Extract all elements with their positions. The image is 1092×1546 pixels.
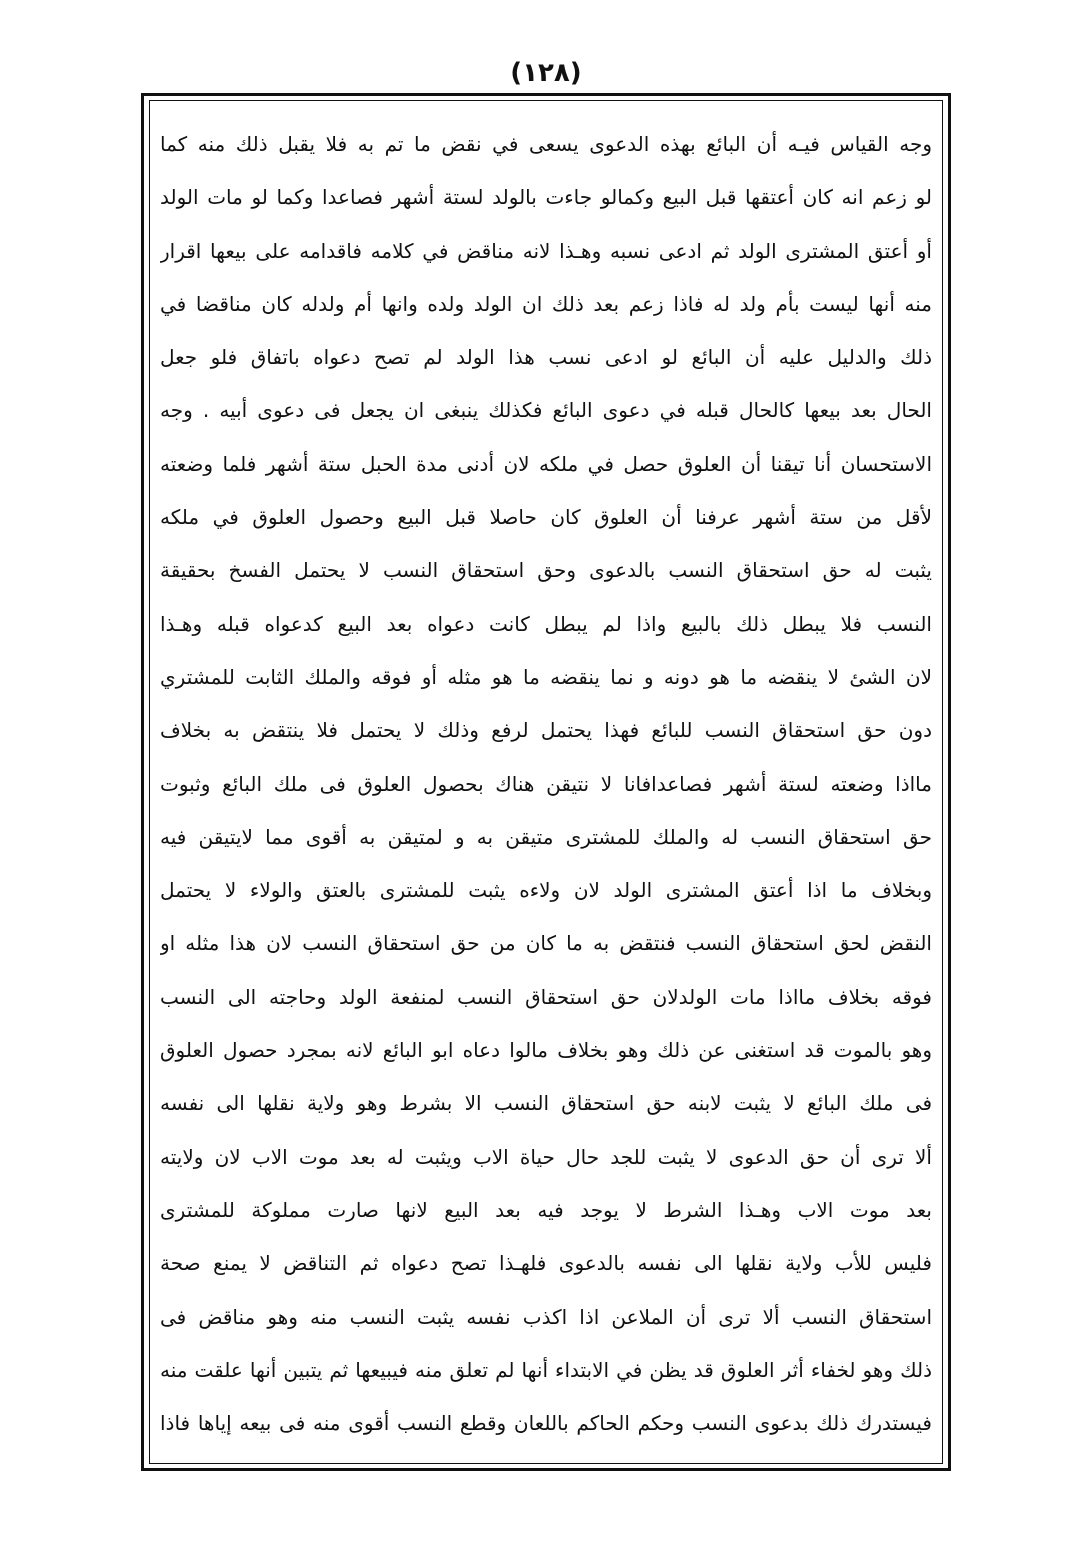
text-line: ذلك والدليل عليه أن البائع لو ادعى نسب هذا الولد لم تصح دعواه باتفاق فلو جعل <box>160 345 932 370</box>
text-line: الحال بعد بيعها كالحال قبله في دعوى البائع فكذلك ينبغى ان يجعل فى دعوى أبيه . وجه <box>160 398 932 423</box>
text-line: النقض لحق استحقاق النسب فنتقض به ما كان من حق استحقاق النسب لان هذا مثله او <box>160 931 932 956</box>
body-text <box>160 118 932 1450</box>
text-line: فى ملك البائع لا يثبت لابنه حق استحقاق النسب الا بشرط وهو ولاية نقلها الى نفسه <box>160 1091 932 1116</box>
text-line: الاستحسان أنا تيقنا أن العلوق حصل في ملكه لان أدنى مدة الحبل ستة أشهر فلما وضعته <box>160 451 932 476</box>
text-line: يثبت له حق استحقاق النسب بالدعوى وحق استحقاق النسب لا يحتمل الفسخ بحقيقة <box>160 558 932 583</box>
text-line: فليس للأب ولاية نقلها الى نفسه بالدعوى فلهـذا تصح دعواه ثم التناقض لا يمنع صحة <box>160 1251 932 1276</box>
text-line: ذلك وهو لخفاء أثر العلوق قد يظن في الابتداء أنها لم تعلق منه فيبيعها ثم يتبين أنها علقت منه <box>160 1357 932 1382</box>
text-line: حق استحقاق النسب له والملك للمشترى متيقن به و لمتيقن به أقوى مما لايتيقن فيه <box>160 824 932 849</box>
text-line: وهو بالموت قد استغنى عن ذلك وهو بخلاف مالوا دعاه ابو البائع لانه بمجرد حصول العلوق <box>160 1038 932 1063</box>
text-line: بعد موت الاب وهـذا الشرط لا يوجد فيه بعد البيع لانها صارت مملوكة للمشترى <box>160 1197 932 1222</box>
text-line: منه أنها ليست بأم ولد له فاذا زعم بعد ذلك ان الولد ولده وانها أم ولدله كان مناقضا في <box>160 291 932 316</box>
text-line: أو أعتق المشترى الولد ثم ادعى نسبه وهـذا لانه مناقض في كلامه فاقدامه على بيعها اقرار <box>160 238 932 263</box>
text-line: لان الشئ لا ينقضه ما هو دونه و نما ينقضه ما هو مثله أو فوقه والملك الثابت للمشتري <box>160 664 932 689</box>
text-line: مااذا وضعته لستة أشهر فصاعدافانا لا نتيقن هناك بحصول العلوق فى ملك البائع وثبوت <box>160 771 932 796</box>
text-line: وجه القياس فيـه أن البائع بهذه الدعوى يسعى في نقض ما تم به فلا يقبل ذلك منه كما <box>160 132 932 156</box>
text-line: فيستدرك ذلك بدعوى النسب وحكم الحاكم باللعان وقطع النسب أقوى منه فى بيعه إياها فاذا <box>160 1411 932 1436</box>
text-line: دون حق استحقاق النسب للبائع فهذا يحتمل لرفع وذلك لا يحتمل فلا ينتقض به بخلاف <box>160 718 932 743</box>
text-line: استحقاق النسب ألا ترى أن الملاعن اذا اكذب نفسه يثبت النسب منه وهو مناقض فى <box>160 1304 932 1329</box>
text-line: النسب فلا يبطل ذلك بالبيع واذا لم يبطل كانت دعواه بعد البيع كدعواه قبله وهـذا <box>160 611 932 636</box>
text-line: ألا ترى أن حق الدعوى لا يثبت للجد حال حياة الاب ويثبت له بعد موت الاب لان ولايته <box>160 1144 932 1169</box>
text-line: وبخلاف ما اذا أعتق المشترى الولد لان ولاءه يثبت للمشترى بالعتق والولاء لا يحتمل <box>160 878 932 903</box>
page-number: (١٢٨) <box>510 58 582 88</box>
text-line: فوقه بخلاف مااذا مات الولدلان حق استحقاق النسب لمنفعة الولد وحاجته الى النسب <box>160 984 932 1009</box>
text-line: لأقل من ستة أشهر عرفنا أن العلوق كان حاصلا قبل البيع وحصول العلوق في ملكه <box>160 505 932 530</box>
text-line: لو زعم انه كان أعتقها قبل البيع وكمالو جاءت بالولد لستة أشهر فصاعدا وكما لو مات الولد <box>160 185 932 210</box>
